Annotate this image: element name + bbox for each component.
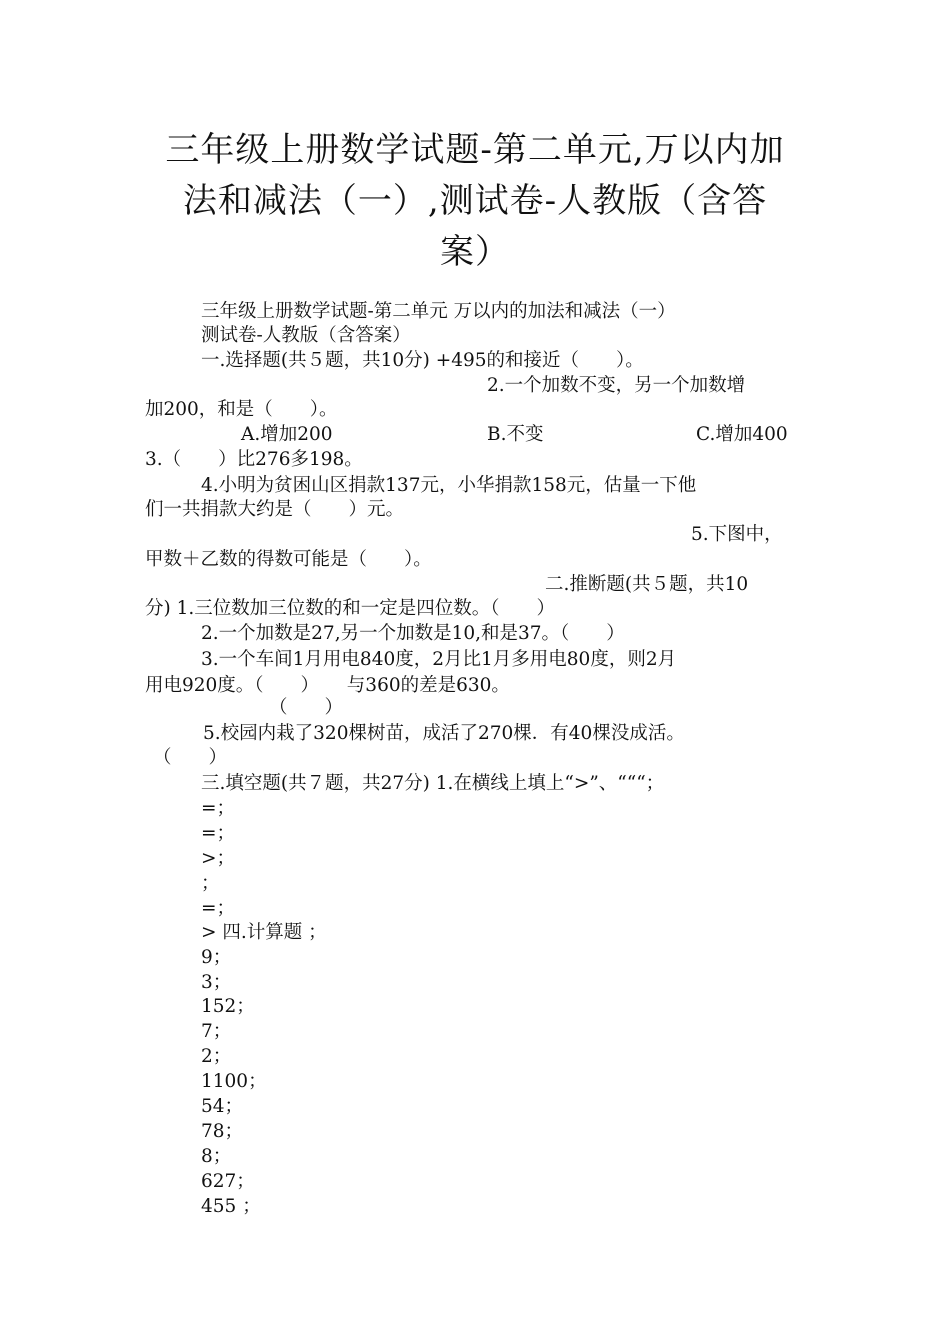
section-1-heading: 一.选择题(共５题，共10分) +495的和接近（ ）。 — [201, 350, 644, 371]
answer-line-10: 627； — [201, 1171, 255, 1192]
answer-line-1: 9； — [201, 947, 232, 968]
question-2-3-part-1: 3.一个车间1月用电840度，2月比1月多用电80度，则2月 — [201, 649, 677, 670]
option-b: B.不变 — [487, 424, 544, 445]
document-title-line-1: 三年级上册数学试题-第二单元,万以内加 — [165, 130, 785, 170]
intro-line-2: 测试卷-人教版（含答案） — [201, 325, 411, 346]
option-a: A.增加200 — [241, 424, 333, 445]
answer-line-8: 78； — [201, 1121, 244, 1142]
fill-line-5: =； — [201, 898, 236, 919]
answer-line-6: 1100； — [201, 1071, 267, 1092]
question-2-5-answer: （ ） — [153, 747, 228, 768]
question-1-4-part-2: 们一共捐款大约是（ ）元。 — [145, 499, 405, 520]
question-1-2-part-1: 2.一个加数不变，另一个加数增 — [487, 375, 746, 396]
section-2-heading-part-2: 分) 1.三位数加三位数的和一定是四位数。（ ） — [145, 598, 556, 619]
answer-line-5: 2； — [201, 1046, 232, 1067]
question-2-5: 5.校园内栽了320棵树苗，成活了270棵．有40棵没成活。 — [203, 723, 685, 744]
question-1-5-part-1: 5.下图中， — [691, 524, 783, 545]
intro-line-1: 三年级上册数学试题-第二单元 万以内的加法和减法（一） — [201, 301, 676, 322]
answer-line-9: 8； — [201, 1146, 232, 1167]
document-title-line-2: 法和减法（一）,测试卷-人教版（含答 — [182, 181, 768, 221]
answer-line-7: 54； — [201, 1096, 244, 1117]
answer-line-4: 7； — [201, 1021, 232, 1042]
document-title-line-3: 案） — [440, 232, 510, 272]
option-c: C.增加400 — [696, 424, 788, 445]
fill-line-1: =； — [201, 798, 236, 819]
section-2-heading-part-1: 二.推断题(共５题，共10 — [545, 574, 749, 595]
question-1-3: 3.（ ）比276多198。 — [145, 449, 363, 470]
fill-line-2: =； — [201, 823, 236, 844]
question-1-4-part-1: 4.小明为贫困山区捐款137元，小华捐款158元，估量一下他 — [201, 475, 697, 496]
question-1-2-part-2: 加200，和是（ ）。 — [145, 399, 338, 420]
fill-line-3: >； — [201, 848, 236, 869]
fill-line-4: ； — [201, 873, 220, 894]
section-4-heading: > 四.计算题 ； — [201, 922, 327, 943]
answer-line-11: 455 ； — [201, 1196, 261, 1217]
answer-line-2: 3； — [201, 972, 232, 993]
question-1-5-part-2: 甲数＋乙数的得数可能是（ ）。 — [145, 549, 432, 570]
question-2-4-answer: （ ） — [269, 697, 344, 718]
question-2-3-part-2: 用电920度。（ ） 与360的差是630。 — [145, 675, 510, 696]
section-3-heading: 三.填空题(共７题，共27分) 1.在横线上填上“>”、“““； — [201, 773, 665, 794]
answer-line-3: 152； — [201, 996, 255, 1017]
question-2-2: 2.一个加数是27,另一个加数是10,和是37。（ ） — [201, 623, 625, 644]
